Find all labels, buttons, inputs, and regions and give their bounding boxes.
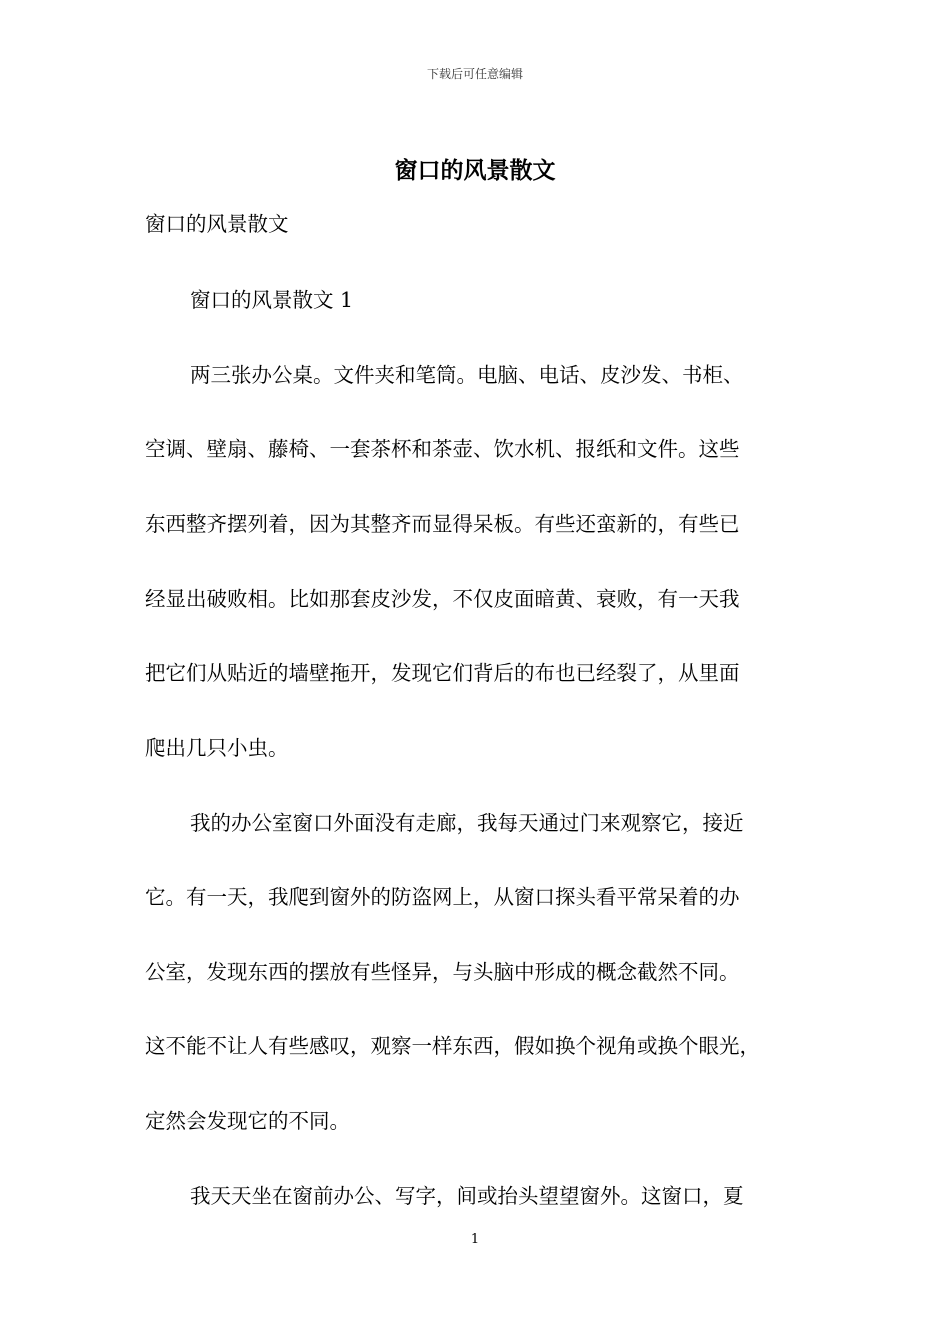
- paragraph-line: 把它们从贴近的墙壁拖开，发现它们背后的布也已经裂了，从里面: [145, 661, 740, 685]
- page-header-note: 下载后可任意编辑: [426, 67, 523, 81]
- paragraph-line: 公室，发现东西的摆放有些怪异，与头脑中形成的概念截然不同。: [145, 960, 740, 984]
- subtitle-line: 窗口的风景散文: [145, 212, 289, 236]
- paragraph-line: 我的办公室窗口外面没有走廊，我每天通过门来观察它，接近: [190, 811, 744, 835]
- paragraph-line: 经显出破败相。比如那套皮沙发，不仅皮面暗黄、衰败，有一天我: [145, 587, 740, 611]
- section-heading: 窗口的风景散文 1: [190, 288, 354, 312]
- paragraph-line: 这不能不让人有些感叹，观察一样东西，假如换个视角或换个眼光，: [145, 1034, 760, 1058]
- paragraph-line: 定然会发现它的不同。: [145, 1109, 350, 1133]
- paragraph-line: 东西整齐摆列着，因为其整齐而显得呆板。有些还蛮新的，有些已: [145, 512, 740, 536]
- paragraph-line: 空调、壁扇、藤椅、一套茶杯和茶壶、饮水机、报纸和文件。这些: [145, 437, 740, 461]
- document-title: 窗口的风景散文: [394, 157, 556, 184]
- paragraph-line: 两三张办公桌。文件夹和笔筒。电脑、电话、皮沙发、书柜、: [190, 363, 744, 387]
- paragraph-line: 它。有一天，我爬到窗外的防盗网上，从窗口探头看平常呆着的办: [145, 885, 740, 909]
- paragraph-line: 我天天坐在窗前办公、写字，间或抬头望望窗外。这窗口，夏: [190, 1184, 744, 1208]
- paragraph-line: 爬出几只小虫。: [145, 736, 289, 760]
- page-number: 1: [470, 1232, 480, 1247]
